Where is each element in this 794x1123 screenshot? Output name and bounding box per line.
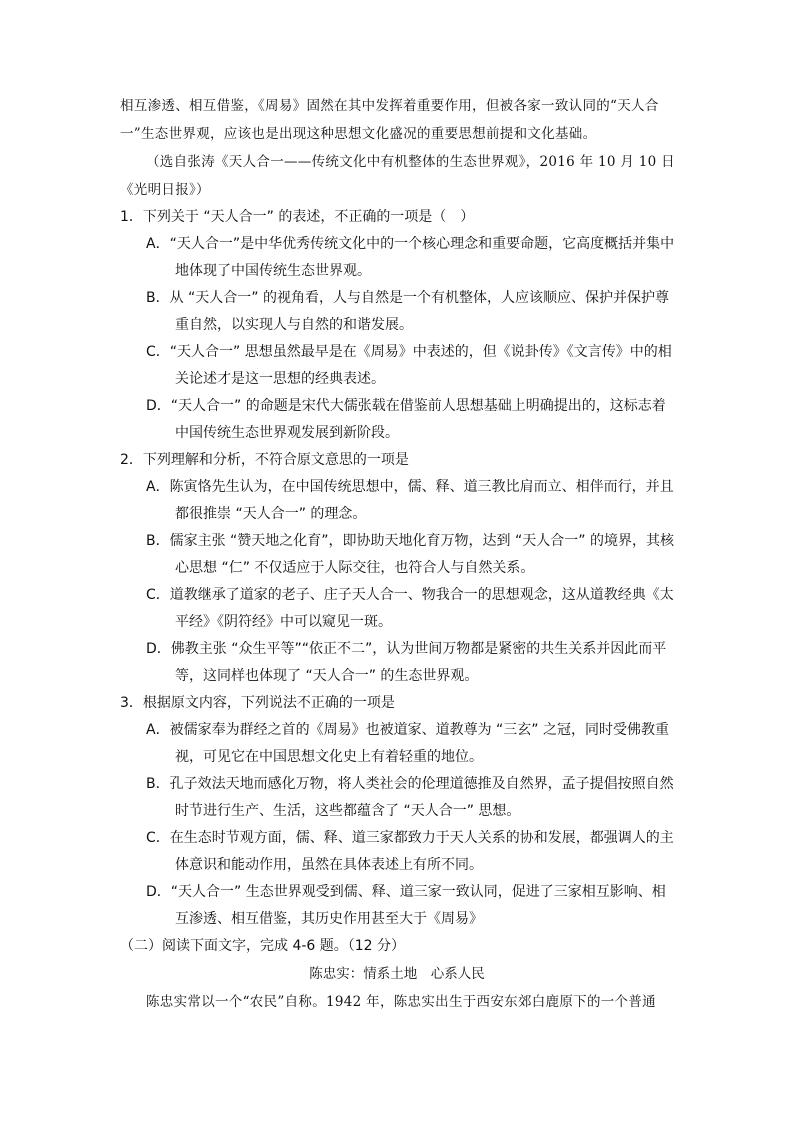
question-option: C．道教继承了道家的老子、庄子天人合一、物我合一的思想观念，这从道教经典《太 — [146, 587, 674, 603]
question-option: B．孔子效法天地而感化万物，将人类社会的伦理道德推及自然界，孟子提倡按照自然 — [146, 776, 674, 792]
question-option: 重自然，以实现人与自然的和谐发展。 — [175, 317, 413, 333]
question-option: 视，可见它在中国思想文化史上有着轻重的地位。 — [175, 749, 483, 765]
question-option: 等，这同样也体现了 “天人合一” 的生态世界观。 — [175, 668, 479, 684]
source-citation: （选自张涛《天人合一——传统文化中有机整体的生态世界观》，2016 年 10 月 10 日 — [146, 154, 675, 170]
question-option: C．在生态时节观方面，儒、释、道三家都致力于天人关系的协和发展，都强调人的主 — [146, 830, 674, 846]
question-option: 心思想 “仁” 不仅适应于人际交往，也符合人与自然关系。 — [175, 560, 535, 576]
question-option: D．佛教主张 “众生平等”“依正不二”，认为世间万物都是紧密的共生关系并因此而平 — [146, 641, 667, 657]
question-3-stem: 3．根据原文内容，下列说法不正确的一项是 — [120, 695, 395, 711]
question-option: A．被儒家奉为群经之首的《周易》也被道家、道教尊为 “三玄” 之冠，同时受佛教重 — [146, 722, 669, 738]
question-option: 中国传统生态世界观发展到新阶段。 — [175, 425, 399, 441]
question-option: B．从 “天人合一” 的视角看，人与自然是一个有机整体，人应该顺应、保护并保护尊 — [146, 290, 670, 306]
question-option: B．儒家主张 “赞天地之化育”，即协助天地化育万物，达到 “天人合一” 的境界，其核 — [146, 533, 674, 549]
article-first-line: 陈忠实常以一个“农民”自称。1942 年，陈忠实出生于西安东郊白鹿原下的一个普通 — [146, 994, 656, 1010]
question-option: D．“天人合一” 生态世界观受到儒、释、道三家一致认同，促进了三家相互影响、相 — [146, 884, 666, 900]
question-option: 地体现了中国传统生态世界观。 — [175, 263, 371, 279]
question-option: A．“天人合一”是中华优秀传统文化中的一个核心理念和重要命题，它高度概括并集中 — [146, 236, 675, 252]
question-1-stem: 1．下列关于 “天人合一” 的表述，不正确的一项是（ ） — [120, 209, 475, 225]
question-option: 互渗透、相互借鉴，其历史作用甚至大于《周易》 — [175, 911, 483, 927]
question-2-stem: 2．下列理解和分析，不符合原文意思的一项是 — [120, 452, 409, 468]
section-heading: （二）阅读下面文字，完成 4-6 题。（12 分） — [120, 938, 406, 954]
question-option: D．“天人合一” 的命题是宋代大儒张载在借鉴前人思想基础上明确提出的，这标志着 — [146, 398, 666, 414]
question-option: C．“天人合一” 思想虽然最早是在《周易》中表述的，但《说卦传》《文言传》中的相 — [146, 344, 672, 360]
passage-line: 相互渗透、相互借鉴，《周易》固然在其中发挥着重要作用，但被各家一致认同的“天人合 — [120, 98, 659, 114]
passage-line: 一”生态世界观，应该也是出现这种思想文化盛况的重要思想前提和文化基础。 — [120, 126, 597, 142]
question-option: 平经》《阴符经》中可以窥见一斑。 — [175, 614, 392, 630]
question-option: 关论述才是这一思想的经典表述。 — [175, 371, 385, 387]
question-option: 体意识和能动作用，虽然在具体表述上有所不同。 — [175, 857, 483, 873]
question-option: A．陈寅恪先生认为，在中国传统思想中，儒、释、道三教比肩而立、相伴而行，并且 — [146, 479, 674, 495]
question-option: 都很推崇 “天人合一” 的理念。 — [175, 506, 367, 522]
article-title: 陈忠实：情系土地 心系人民 — [309, 966, 485, 982]
question-option: 时节进行生产、生活，这些都蕴含了 “天人合一” 思想。 — [175, 803, 521, 819]
source-citation: 《光明日报》） — [120, 182, 210, 198]
